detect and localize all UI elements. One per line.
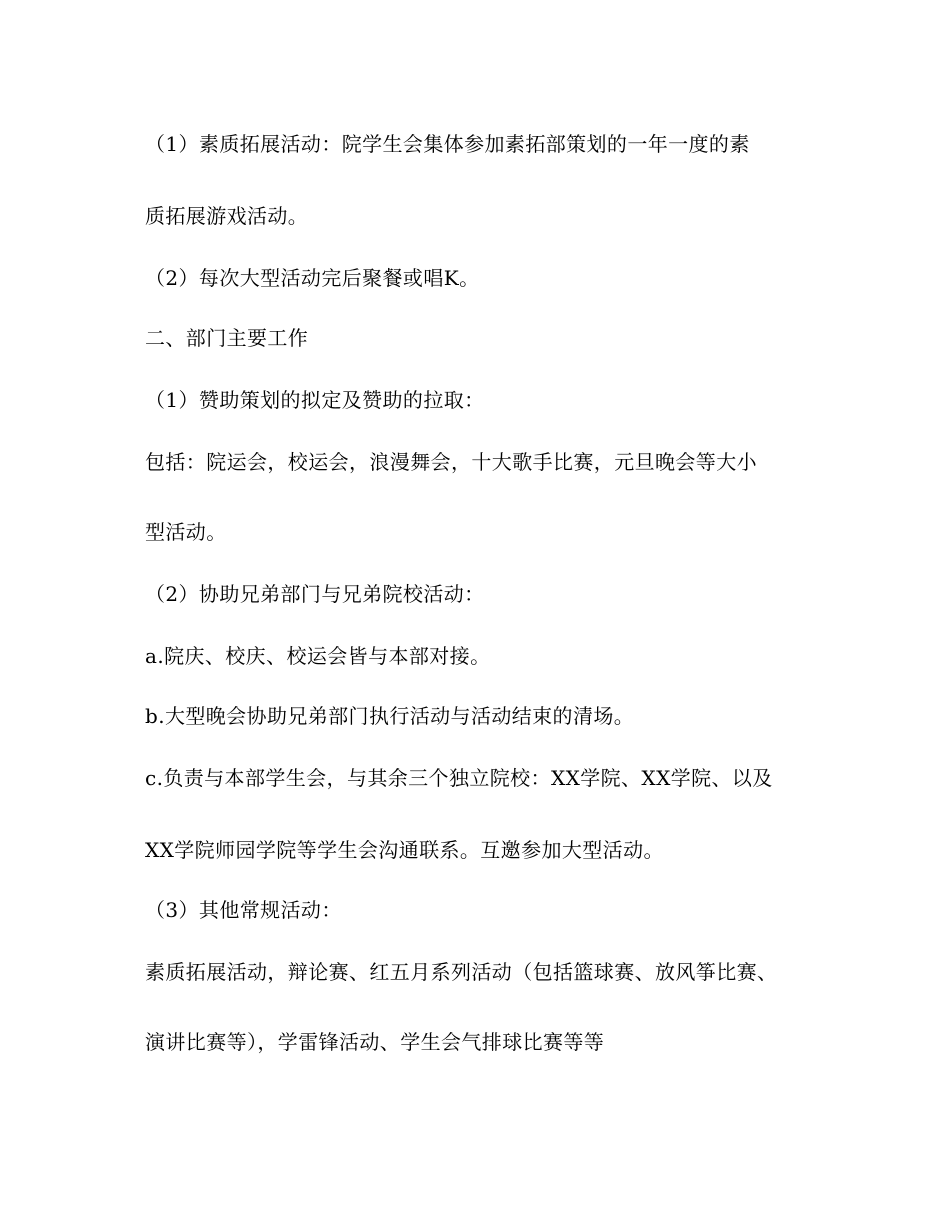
text-line-8: （2）协助兄弟部门与兄弟院校活动：: [145, 582, 485, 606]
text-line-1: （1）素质拓展活动：院学生会集体参加素拓部策划的一年一度的素: [145, 132, 750, 156]
text-line-14: 素质拓展活动，辩论赛、红五月系列活动（包括篮球赛、放风筝比赛、: [145, 960, 778, 984]
text-line-3: （2）每次大型活动完后聚餐或唱K。: [145, 266, 480, 290]
text-line-13: （3）其他常规活动：: [145, 898, 342, 922]
text-line-15: 演讲比赛等），学雷锋活动、学生会气排球比赛等等: [145, 1030, 605, 1054]
text-line-2: 质拓展游戏活动。: [145, 204, 309, 228]
text-line-10: b.大型晚会协助兄弟部门执行活动与活动结束的清场。: [145, 704, 635, 728]
text-line-7: 型活动。: [145, 520, 227, 544]
text-line-11: c.负责与本部学生会，与其余三个独立院校：XX学院、XX学院、以及: [145, 766, 773, 790]
text-line-12: XX学院师园学院等学生会沟通联系。互邀参加大型活动。: [145, 838, 664, 862]
text-line-6: 包括：院运会，校运会，浪漫舞会，十大歌手比赛，元旦晚会等大小: [145, 450, 757, 474]
text-line-5: （1）赞助策划的拟定及赞助的拉取：: [145, 388, 485, 412]
section-heading: 二、部门主要工作: [145, 326, 309, 350]
text-line-9: a.院庆、校庆、校运会皆与本部对接。: [145, 644, 491, 668]
